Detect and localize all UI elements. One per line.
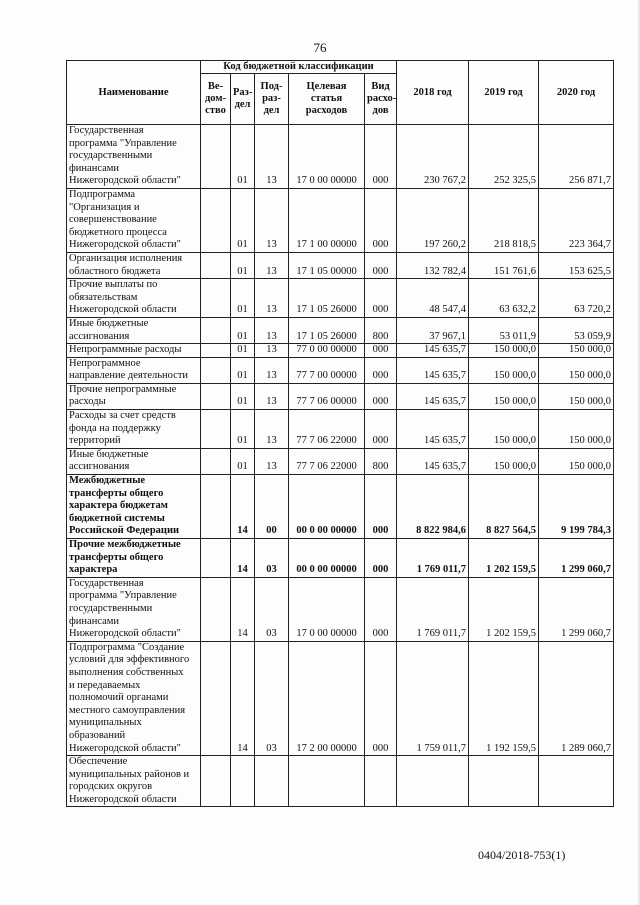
table-row [67, 125, 614, 189]
row-razdel: 01 [231, 252, 255, 278]
table-row [67, 448, 614, 474]
row-vid: 800 [365, 448, 397, 474]
row-razdel: 14 [231, 577, 255, 641]
row-name: Государственная программа "Управление государственными финансами Нижегородской области" [67, 577, 201, 641]
row-2019: 151 761,6 [469, 252, 539, 278]
row-name: Непрограммные расходы [67, 344, 201, 358]
row-podrazdel: 00 [255, 475, 289, 539]
row-tselevaya: 17 2 00 00000 [289, 641, 365, 755]
row-vedomstvo [201, 188, 231, 252]
row-tselevaya: 00 0 00 00000 [289, 475, 365, 539]
row-tselevaya: 17 0 00 00000 [289, 577, 365, 641]
row-podrazdel: 13 [255, 344, 289, 358]
row-name: Иные бюджетные ассигнования [67, 448, 201, 474]
row-podrazdel: 13 [255, 252, 289, 278]
header-row-1 [67, 61, 614, 74]
row-tselevaya: 77 7 06 22000 [289, 448, 365, 474]
row-2020: 150 000,0 [539, 410, 614, 449]
row-2019: 218 818,5 [469, 188, 539, 252]
row-2018: 8 822 984,6 [397, 475, 469, 539]
row-vedomstvo [201, 357, 231, 383]
row-2018: 37 967,1 [397, 317, 469, 343]
row-name: Непрограммное направление деятельности [67, 357, 201, 383]
row-2019: 63 632,2 [469, 279, 539, 318]
budget-table [66, 60, 614, 807]
row-razdel: 01 [231, 410, 255, 449]
table-row [67, 383, 614, 409]
row-name: Организация исполнения областного бюджета [67, 252, 201, 278]
row-razdel: 14 [231, 641, 255, 755]
row-tselevaya: 17 1 05 26000 [289, 279, 365, 318]
row-podrazdel: 13 [255, 188, 289, 252]
row-podrazdel: 13 [255, 448, 289, 474]
row-2020: 1 289 060,7 [539, 641, 614, 755]
row-vedomstvo [201, 252, 231, 278]
row-vid: 000 [365, 357, 397, 383]
row-vedomstvo [201, 317, 231, 343]
row-tselevaya: 77 7 06 22000 [289, 410, 365, 449]
table-row [67, 357, 614, 383]
row-tselevaya [289, 756, 365, 807]
row-2020: 256 871,7 [539, 125, 614, 189]
row-2020: 53 059,9 [539, 317, 614, 343]
header-tselevaya: Целевая статья расходов [289, 74, 365, 125]
row-tselevaya: 17 0 00 00000 [289, 125, 365, 189]
row-name: Прочие межбюджетные трансферты общего характера [67, 539, 201, 578]
row-podrazdel: 03 [255, 577, 289, 641]
row-2018: 1 769 011,7 [397, 539, 469, 578]
row-2018: 145 635,7 [397, 357, 469, 383]
row-vedomstvo [201, 448, 231, 474]
header-2018: 2018 год [397, 61, 469, 125]
header-razdel: Раз- дел [231, 74, 255, 125]
row-razdel: 01 [231, 279, 255, 318]
row-2020: 63 720,2 [539, 279, 614, 318]
row-vid: 000 [365, 539, 397, 578]
row-name: Государственная программа "Управление государственными финансами Нижегородской области" [67, 125, 201, 189]
row-vedomstvo [201, 539, 231, 578]
row-vedomstvo [201, 279, 231, 318]
table-row [67, 252, 614, 278]
row-vid: 000 [365, 125, 397, 189]
row-vid: 000 [365, 279, 397, 318]
row-razdel: 01 [231, 448, 255, 474]
row-vid [365, 756, 397, 807]
row-razdel: 01 [231, 188, 255, 252]
row-name: Обеспечение муниципальных районов и городских округов Нижегородской области [67, 756, 201, 807]
row-podrazdel: 13 [255, 357, 289, 383]
row-2018: 145 635,7 [397, 344, 469, 358]
row-tselevaya: 77 7 06 00000 [289, 383, 365, 409]
row-podrazdel: 13 [255, 410, 289, 449]
row-name: Прочие непрограммные расходы [67, 383, 201, 409]
table-row [67, 279, 614, 318]
header-name: Наименование [67, 61, 201, 125]
table-row [67, 317, 614, 343]
row-tselevaya: 00 0 00 00000 [289, 539, 365, 578]
row-tselevaya: 17 1 05 26000 [289, 317, 365, 343]
row-2018 [397, 756, 469, 807]
row-razdel: 01 [231, 125, 255, 189]
row-razdel [231, 756, 255, 807]
row-vedomstvo [201, 410, 231, 449]
table-row [67, 641, 614, 755]
row-podrazdel: 13 [255, 317, 289, 343]
table-row [67, 475, 614, 539]
row-2018: 197 260,2 [397, 188, 469, 252]
document-code: 0404/2018-753(1) [478, 848, 566, 862]
row-2019: 150 000,0 [469, 357, 539, 383]
row-2019 [469, 756, 539, 807]
row-2020: 1 299 060,7 [539, 577, 614, 641]
row-razdel: 14 [231, 475, 255, 539]
row-2019: 150 000,0 [469, 344, 539, 358]
row-vedomstvo [201, 344, 231, 358]
row-vid: 000 [365, 577, 397, 641]
row-name: Межбюджетные трансферты общего характера бюджетам бюджетной системы Российской Федерации [67, 475, 201, 539]
header-group: Код бюджетной классификации [201, 61, 397, 74]
row-name: Расходы за счет средств фонда на поддержку территорий [67, 410, 201, 449]
row-2018: 48 547,4 [397, 279, 469, 318]
row-vedomstvo [201, 125, 231, 189]
row-2020: 150 000,0 [539, 357, 614, 383]
header-2019: 2019 год [469, 61, 539, 125]
row-vid: 800 [365, 317, 397, 343]
row-name: Прочие выплаты по обязательствам Нижегородской области [67, 279, 201, 318]
row-razdel: 01 [231, 344, 255, 358]
row-2019: 150 000,0 [469, 410, 539, 449]
row-podrazdel: 03 [255, 539, 289, 578]
row-2020: 153 625,5 [539, 252, 614, 278]
row-2018: 1 759 011,7 [397, 641, 469, 755]
row-2019: 150 000,0 [469, 448, 539, 474]
table-row [67, 410, 614, 449]
row-podrazdel [255, 756, 289, 807]
header-2020: 2020 год [539, 61, 614, 125]
header-vid: Вид расхо- дов [365, 74, 397, 125]
row-2018: 1 769 011,7 [397, 577, 469, 641]
row-vid: 000 [365, 383, 397, 409]
row-2019: 1 202 159,5 [469, 577, 539, 641]
row-2020: 223 364,7 [539, 188, 614, 252]
header-podrazdel: Под- раз- дел [255, 74, 289, 125]
row-razdel: 01 [231, 383, 255, 409]
row-vid: 000 [365, 188, 397, 252]
row-razdel: 01 [231, 317, 255, 343]
row-razdel: 01 [231, 357, 255, 383]
row-podrazdel: 13 [255, 279, 289, 318]
row-2019: 53 011,9 [469, 317, 539, 343]
table-row [67, 577, 614, 641]
page-number: 76 [313, 40, 327, 55]
row-2019: 1 192 159,5 [469, 641, 539, 755]
row-podrazdel: 13 [255, 125, 289, 189]
row-vedomstvo [201, 756, 231, 807]
row-tselevaya: 77 0 00 00000 [289, 344, 365, 358]
row-name: Подпрограмма "Создание условий для эффективного выполнения собственных и передаваемых полномочий органами местного самоуправления муниципальных образований Нижегородской области" [67, 641, 201, 755]
row-razdel: 14 [231, 539, 255, 578]
row-vid: 000 [365, 410, 397, 449]
row-vedomstvo [201, 577, 231, 641]
row-2018: 132 782,4 [397, 252, 469, 278]
row-vedomstvo [201, 383, 231, 409]
row-2018: 145 635,7 [397, 410, 469, 449]
table-row [67, 539, 614, 578]
row-2020: 9 199 784,3 [539, 475, 614, 539]
table-row [67, 756, 614, 807]
row-podrazdel: 13 [255, 383, 289, 409]
row-2018: 230 767,2 [397, 125, 469, 189]
table-row [67, 344, 614, 358]
row-2020: 150 000,0 [539, 344, 614, 358]
row-name: Иные бюджетные ассигнования [67, 317, 201, 343]
row-2018: 145 635,7 [397, 448, 469, 474]
row-2018: 145 635,7 [397, 383, 469, 409]
row-tselevaya: 17 1 05 00000 [289, 252, 365, 278]
row-tselevaya: 77 7 00 00000 [289, 357, 365, 383]
row-2020 [539, 756, 614, 807]
row-vid: 000 [365, 475, 397, 539]
row-2020: 150 000,0 [539, 448, 614, 474]
row-vid: 000 [365, 344, 397, 358]
row-vid: 000 [365, 641, 397, 755]
table-row [67, 188, 614, 252]
row-2019: 8 827 564,5 [469, 475, 539, 539]
row-vid: 000 [365, 252, 397, 278]
row-vedomstvo [201, 641, 231, 755]
row-2020: 150 000,0 [539, 383, 614, 409]
row-2019: 252 325,5 [469, 125, 539, 189]
row-name: Подпрограмма "Организация и совершенствование бюджетного процесса Нижегородской области" [67, 188, 201, 252]
header-vedomstvo: Ве- дом- ство [201, 74, 231, 125]
row-2020: 1 299 060,7 [539, 539, 614, 578]
row-2019: 1 202 159,5 [469, 539, 539, 578]
row-tselevaya: 17 1 00 00000 [289, 188, 365, 252]
row-vedomstvo [201, 475, 231, 539]
row-podrazdel: 03 [255, 641, 289, 755]
row-2019: 150 000,0 [469, 383, 539, 409]
